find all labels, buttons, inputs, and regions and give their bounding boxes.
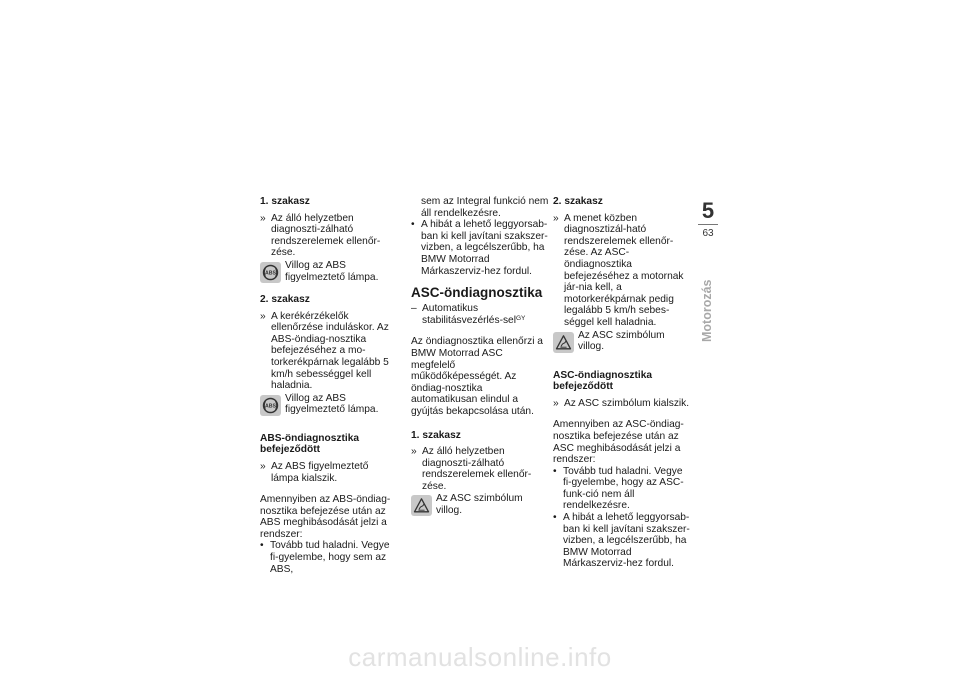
column-3: [553, 196, 691, 570]
chapter-number: 5: [701, 198, 715, 223]
step-text: Az ABS figyelmeztető lámpa kialszik.: [271, 460, 369, 484]
bullet-text: A hibát a lehető leggyorsab-ban ki kell javítani szakszer-vizben, a legcélszerűbb, ha BMW Motorrad Márkaszerviz-hez fordul.: [421, 219, 548, 277]
indicator-note: [260, 260, 398, 288]
bullet-marker: •: [411, 219, 415, 231]
chapter-tab: [697, 200, 719, 239]
step-item: [411, 446, 549, 492]
step-marker: »: [260, 310, 266, 322]
section-heading-1: 1. szakasz: [411, 429, 461, 441]
indicator-note: [553, 330, 691, 358]
dash-text: Automatikus stabilitásvezérlés-sel: [422, 303, 516, 326]
asc-warning-triangle-icon: [411, 495, 432, 516]
step-text: Az ASC szimbólum kialszik.: [564, 397, 690, 409]
section-heading-2: 2. szakasz: [260, 293, 310, 305]
step-marker: »: [411, 446, 417, 458]
chapter-divider: [698, 224, 718, 225]
bullet-marker: •: [553, 465, 557, 477]
abs-warning-icon: [260, 395, 281, 416]
indicator-note: [411, 493, 549, 521]
chapter-title: Motorozás: [700, 279, 714, 342]
paragraph: Amennyiben az ASC-öndiag-nosztika befejezése után az ASC meghibásodását jelzi a rendszer:: [553, 419, 684, 466]
bullet-marker: •: [260, 540, 264, 552]
bullet-item: [260, 540, 398, 575]
bullet-item: [411, 219, 549, 277]
indicator-note-text: Villog az ABS figyelmeztető lámpa.: [285, 259, 379, 283]
paragraph: Az öndiagnosztika ellenőrzi a BMW Motorrad ASC megfelelő működőképességét. Az öndiag-nosztika automatikusan elindul a gyújtás bekapcsolása után.: [411, 336, 543, 417]
section-heading-1: 1. szakasz: [260, 196, 310, 207]
bullet-text: Tovább tud haladni. Vegye fi-gyelembe, hogy az ASC-funk-ció nem áll rendelkezésre.: [563, 465, 684, 512]
column-2: [411, 196, 549, 527]
step-item: [553, 213, 691, 329]
indicator-note: [260, 393, 398, 421]
section-title: ASC-öndiagnosztika: [411, 285, 543, 301]
bullet-item: [553, 512, 691, 570]
step-text: Az álló helyzetben diagnoszti-zálható rendszerelemek ellenőr-zése.: [271, 212, 381, 259]
step-text: A kerékérzékelők ellenőrzése induláskor. Az ABS-öndiag-nosztika befejezéséhez a mo-torkerékpárnak legalább 5 km/h sebességgel kell haladnia.: [271, 310, 389, 392]
result-heading: ABS-öndiagnosztika befejeződött: [260, 432, 360, 456]
step-marker: »: [553, 212, 559, 224]
result-heading: ASC-öndiagnosztika befejeződött: [553, 369, 653, 393]
step-text: A menet közben diagnosztizál-ható rendszerelemek ellenőr-zése. Az ASC-öndiagnosztika befejezéséhez a motornak jár-nia kell, a motorkerékpárnak pedig legalább 5 km/h sebes-séggel kell haladnia.: [564, 212, 684, 328]
watermark: carmanualsonline.info: [348, 642, 612, 672]
bullet-text: sem az Integral funkció nem áll rendelkezésre.: [421, 196, 549, 219]
dash-item: [411, 303, 549, 326]
column-1: [260, 196, 398, 575]
superscript: GY: [516, 314, 526, 322]
step-marker: »: [260, 460, 266, 472]
paragraph: Amennyiben az ABS-öndiag-nosztika befejezése után az ABS meghibásodását jelzi a rendszer:: [260, 494, 391, 540]
bullet-text: A hibát a lehető leggyorsab-ban ki kell javítani szakszer-vizben, a legcélszerűbb, ha BMW Motorrad Márkaszerviz-hez fordul.: [563, 512, 690, 570]
dash-marker: –: [411, 303, 417, 315]
svg-text:ABS: ABS: [265, 403, 276, 410]
bullet-continuation: [411, 196, 549, 219]
svg-text:ABS: ABS: [265, 270, 276, 277]
bullet-marker: •: [553, 512, 557, 524]
step-item: [260, 311, 398, 392]
step-item: [260, 461, 398, 484]
step-item: [553, 398, 691, 410]
step-marker: »: [260, 212, 266, 224]
section-heading-2: 2. szakasz: [553, 196, 603, 207]
page-number: 63: [702, 228, 714, 239]
indicator-note-text: Villog az ABS figyelmeztető lámpa.: [285, 392, 379, 416]
step-item: [260, 213, 398, 259]
indicator-note-text: Az ASC szimbólum villog.: [436, 493, 523, 517]
step-marker: »: [553, 397, 559, 409]
abs-warning-icon: [260, 262, 281, 283]
step-text: Az álló helyzetben diagnoszti-zálható rendszerelemek ellenőr-zése.: [422, 446, 532, 492]
indicator-note-text: Az ASC szimbólum villog.: [578, 329, 665, 353]
bullet-item: [553, 466, 691, 512]
asc-warning-triangle-icon: [553, 332, 574, 353]
bullet-text: Tovább tud haladni. Vegye fi-gyelembe, hogy sem az ABS,: [270, 540, 390, 575]
